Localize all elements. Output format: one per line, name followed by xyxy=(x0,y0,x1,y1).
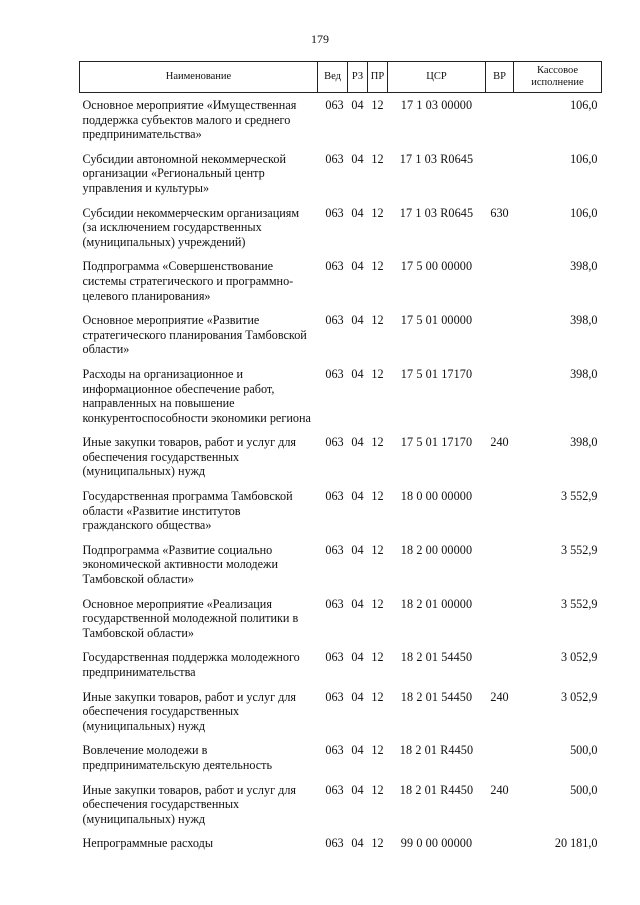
table-row xyxy=(80,201,602,255)
row-rz: 04 xyxy=(351,259,364,274)
row-name: Субсидии некоммерческим организациям (за исключением государственных (муниципальных) учреждений) xyxy=(82,205,300,249)
row-sum: 398,0 xyxy=(570,366,598,381)
table-row xyxy=(80,538,602,592)
row-sum: 106,0 xyxy=(570,151,598,166)
row-name: Иные закупки товаров, работ и услуг для обеспечения государственных (муниципальных) нужд xyxy=(82,782,297,826)
row-sum: 500,0 xyxy=(570,743,598,758)
row-pr: 12 xyxy=(371,782,384,797)
row-csr: 18 2 01 R4450 xyxy=(399,782,474,797)
row-pr: 12 xyxy=(371,542,384,557)
row-rz: 04 xyxy=(351,205,364,220)
row-pr: 12 xyxy=(371,435,384,450)
row-vr xyxy=(486,592,514,646)
row-pr: 12 xyxy=(371,650,384,665)
row-csr: 17 1 03 00000 xyxy=(400,98,473,112)
table-row xyxy=(80,592,602,646)
row-rz: 04 xyxy=(351,650,364,665)
row-sum: 3 552,9 xyxy=(560,542,598,557)
row-vr xyxy=(486,538,514,592)
table-row xyxy=(80,147,602,201)
row-ved: 063 xyxy=(325,313,344,328)
table-body xyxy=(80,93,602,856)
row-pr: 12 xyxy=(371,596,384,611)
row-csr: 99 0 00 00000 xyxy=(400,836,473,851)
row-ved: 063 xyxy=(325,151,344,166)
row-rz: 04 xyxy=(351,689,364,704)
header-sum: Кассовое исполнение xyxy=(514,62,602,93)
row-sum: 3 552,9 xyxy=(560,596,598,611)
row-ved: 063 xyxy=(325,435,344,450)
row-rz: 04 xyxy=(351,366,364,381)
row-csr: 17 1 03 R0645 xyxy=(399,205,474,220)
header-pr: ПР xyxy=(368,62,388,93)
row-vr xyxy=(486,362,514,430)
budget-table xyxy=(79,61,602,856)
row-sum: 3 052,9 xyxy=(560,650,598,665)
row-pr: 12 xyxy=(371,98,384,112)
row-pr: 12 xyxy=(371,836,384,851)
row-pr: 12 xyxy=(371,743,384,758)
row-name: Основное мероприятие «Реализация государственной молодежной политики в Тамбовской области» xyxy=(82,596,299,640)
row-ved: 063 xyxy=(325,596,344,611)
row-vr: 240 xyxy=(490,782,509,797)
table-row xyxy=(80,254,602,308)
header-row xyxy=(80,62,602,93)
row-vr xyxy=(486,147,514,201)
table-row xyxy=(80,93,602,147)
row-sum: 398,0 xyxy=(570,259,598,274)
table-header xyxy=(80,62,602,93)
row-csr: 17 5 01 17170 xyxy=(400,435,473,450)
row-ved: 063 xyxy=(325,489,344,504)
row-ved: 063 xyxy=(325,366,344,381)
row-name: Расходы на организационное и информационное обеспечение работ, направленных на повышение конкурентоспособности экономики региона xyxy=(82,366,311,425)
row-vr xyxy=(486,738,514,777)
row-name: Государственная программа Тамбовской области «Развитие институтов гражданского общества» xyxy=(82,489,293,533)
row-vr xyxy=(486,831,514,856)
table-row xyxy=(80,685,602,739)
row-name: Подпрограмма «Развитие социально экономической активности молодежи Тамбовской области» xyxy=(82,542,278,587)
row-name: Вовлечение молодежи в предпринимательскую деятельность xyxy=(82,743,273,772)
row-name: Подпрограмма «Совершенствование системы стратегического и программно-целевого планирования» xyxy=(82,259,294,303)
header-vr: ВР xyxy=(486,62,514,93)
row-pr: 12 xyxy=(371,689,384,704)
row-pr: 12 xyxy=(371,205,384,220)
row-pr: 12 xyxy=(371,313,384,328)
row-ved: 063 xyxy=(325,259,344,274)
row-pr: 12 xyxy=(371,366,384,381)
row-ved: 063 xyxy=(325,650,344,665)
row-pr: 12 xyxy=(371,259,384,274)
row-vr: 240 xyxy=(490,689,509,704)
row-vr xyxy=(486,254,514,308)
row-sum: 3 052,9 xyxy=(560,689,598,704)
row-rz: 04 xyxy=(351,489,364,504)
row-vr: 630 xyxy=(490,205,509,220)
row-vr xyxy=(486,93,514,147)
table-row xyxy=(80,430,602,484)
table-row xyxy=(80,831,602,856)
header-name: Наименование xyxy=(80,62,318,93)
row-csr: 17 1 03 R0645 xyxy=(399,151,474,166)
table-row xyxy=(80,738,602,777)
row-sum: 500,0 xyxy=(570,782,598,797)
row-name: Субсидии автономной некоммерческой организации «Региональный центр управления и культуры» xyxy=(82,151,286,195)
row-vr xyxy=(486,645,514,684)
row-sum: 3 552,9 xyxy=(560,489,598,504)
row-sum: 398,0 xyxy=(570,435,598,450)
row-rz: 04 xyxy=(351,836,364,851)
table-row xyxy=(80,362,602,430)
row-vr xyxy=(486,308,514,362)
row-rz: 04 xyxy=(351,542,364,557)
table-row xyxy=(80,778,602,832)
row-rz: 04 xyxy=(351,98,364,112)
row-name: Основное мероприятие «Развитие стратегического планирования Тамбовской области» xyxy=(82,313,307,357)
row-sum: 106,0 xyxy=(570,98,598,112)
row-pr: 12 xyxy=(371,489,384,504)
row-sum: 106,0 xyxy=(570,205,598,220)
row-vr: 240 xyxy=(490,435,509,450)
header-csr: ЦСР xyxy=(388,62,486,93)
row-pr: 12 xyxy=(371,151,384,166)
row-csr: 18 2 00 00000 xyxy=(400,542,473,557)
table-row xyxy=(80,484,602,538)
row-name: Государственная поддержка молодежного предпринимательства xyxy=(82,650,300,679)
row-csr: 18 2 01 54450 xyxy=(400,689,473,704)
row-sum: 398,0 xyxy=(570,313,598,328)
row-csr: 17 5 01 17170 xyxy=(400,366,473,381)
table-row xyxy=(80,308,602,362)
row-rz: 04 xyxy=(351,313,364,328)
row-rz: 04 xyxy=(351,743,364,758)
row-ved: 063 xyxy=(325,205,344,220)
row-csr: 18 0 00 00000 xyxy=(400,489,473,504)
table-row xyxy=(80,645,602,684)
row-csr: 17 5 00 00000 xyxy=(400,259,473,274)
row-name: Непрограммные расходы xyxy=(82,836,214,851)
row-ved: 063 xyxy=(325,98,344,112)
row-name: Иные закупки товаров, работ и услуг для обеспечения государственных (муниципальных) нужд xyxy=(82,435,297,479)
header-rz: РЗ xyxy=(348,62,368,93)
row-csr: 18 2 01 R4450 xyxy=(399,743,474,758)
row-vr xyxy=(486,484,514,538)
row-rz: 04 xyxy=(351,596,364,611)
row-rz: 04 xyxy=(351,151,364,166)
row-csr: 17 5 01 00000 xyxy=(400,313,473,328)
row-ved: 063 xyxy=(325,689,344,704)
page-number: 179 xyxy=(311,32,329,46)
row-csr: 18 2 01 00000 xyxy=(400,596,473,611)
header-ved: Вед xyxy=(318,62,348,93)
row-rz: 04 xyxy=(351,782,364,797)
row-ved: 063 xyxy=(325,782,344,797)
row-name: Основное мероприятие «Имущественная поддержка субъектов малого и среднего предпринимательства» xyxy=(82,98,297,142)
row-ved: 063 xyxy=(325,836,344,851)
row-sum: 20 181,0 xyxy=(554,836,598,851)
row-csr: 18 2 01 54450 xyxy=(400,650,473,665)
row-rz: 04 xyxy=(351,435,364,450)
row-ved: 063 xyxy=(325,743,344,758)
row-ved: 063 xyxy=(325,542,344,557)
row-name: Иные закупки товаров, работ и услуг для обеспечения государственных (муниципальных) нужд xyxy=(82,689,297,733)
